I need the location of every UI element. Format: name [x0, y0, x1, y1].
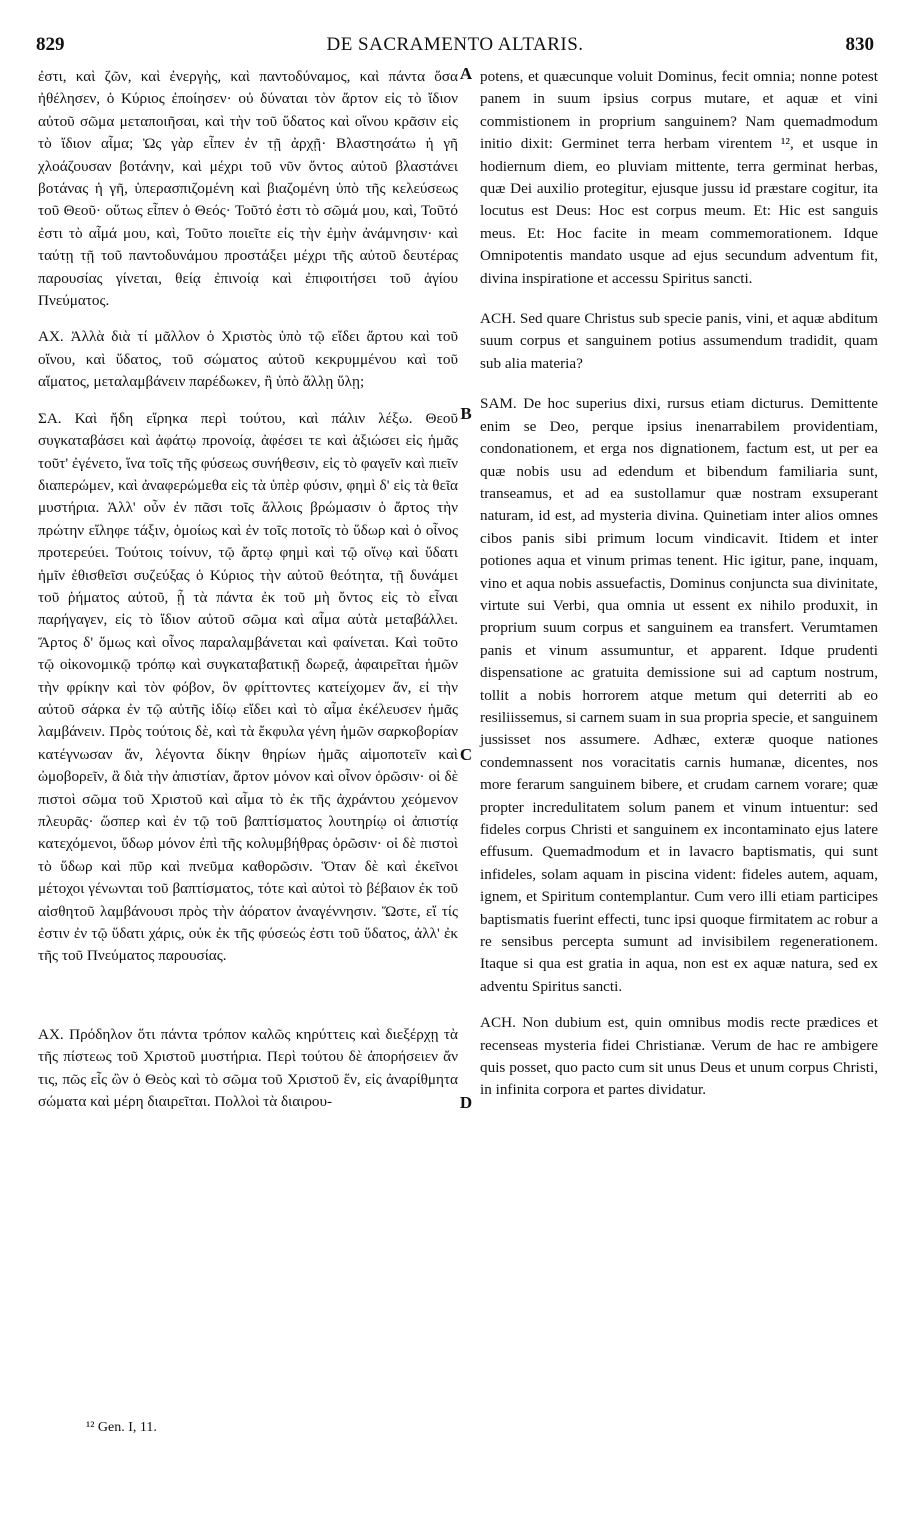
- latin-paragraph-2: ACH. Sed quare Christus sub specie panis, vini, et aquæ abditum suum corpus et sanguinem potius assumendum tradidit, quam sub alia materia?: [480, 310, 878, 372]
- latin-paragraph-4: ACH. Non dubium est, quin omnibus modis recte prædices et recenseas mysteria fidei Christianæ. Verum de hac re ambigere quis posset, quo pacto cum sit unus Deus et unum corpus Christi, in infinita corpora et partes dividatur.: [480, 1014, 878, 1099]
- margin-marker-a: A: [459, 64, 473, 83]
- left-page-number: 829: [36, 34, 65, 55]
- margin-marker-b: B: [460, 404, 472, 423]
- running-title: DE SACRAMENTO ALTARIS.: [326, 34, 584, 55]
- page-header: [32, 34, 878, 60]
- footnote: ¹² Gen. I, 11.: [86, 1420, 157, 1435]
- right-page-number: 830: [845, 34, 874, 55]
- margin-marker-c: C: [459, 745, 473, 764]
- latin-paragraph-3: SAM. De hoc superius dixi, rursus etiam dicturus. Demittente enim se Deo, perque ipsius inenarrabilem providentiam, condonationem, et erga nos dignationem, factum est, ut per ea quæ nobis usu ad edendum et bibendum familiaria sunt, transeamus, et ad ea sustollamur quæ nostram exsuperant naturam, id est, ad mysteria divina. Quinetiam inter alios omnes cibos panis sibi primum locum vindicavit. Itidem et inter potiones aqua et vinum primas tenent. Hic igitur, pane, inquam, vino et aqua nobis assuefactis, Dominus conjuncta sua divinitate, virtute sui Verbi, qua omnia ut essent ex nihilo produxit, in proprium suum corpus et sanguinem ea transfert. Verumtamen panis et vinum assumuntur, et apparent. Idque prudenti dispensatione ac gratuita demissione sui ad captum nostrum, tollit a nobis horrorem atque metum qui deterriti ab eo resiliissemus, si carnem suam in sua propria specie, et sanguinem jussisset nos assumere. Adhæc, exteræ quoque nationes condemnassent nos voracitatis carnis humanæ, dicentes, nos more ferarum sanguinem bibere, et crudam carnem vorare; quæ propter incredulitatem solum panem et vinum intuentur: sed fideles corpus Christi et sanguinem ex incontaminato ejus latere effusum. Quemadmodum et in lavacro baptismatis, qui sunt infideles, solam aquam in piscina vident: fideles autem, aquam, ignem, et Spiritum contemplantur. Cum vero illi etiam participes baptismatis fuerint effecti, tunc ipsi quoque firmitatem ac robur a re sensibus percepta sumunt ad invisibilem regenerationem. Itaque si qua est gratia in aqua, non est ex aquæ natura, sed ex adventu Spiritus sancti.: [480, 395, 878, 995]
- greek-paragraph-4: ΑΧ. Πρόδηλον ὅτι πάντα τρόπον καλῶς κηρύττεις καὶ διεξέρχῃ τὰ τῆς πίστεως τοῦ Χριστοῦ μυστήρια. Περὶ τούτου δὲ ἀπορήσειεν ἄν τις, πῶς εἷς ὢν ὁ Θεὸς καὶ τὸ σῶμα τοῦ Χριστοῦ ἕν, εἰς ἀναρίθμητα σώματα καὶ μέρη διαιρεῖται. Πολλοὶ τὰ διαιρου-: [38, 1025, 458, 1111]
- greek-paragraph-2: ΑΧ. Ἀλλὰ διὰ τί μᾶλλον ὁ Χριστὸς ὑπὸ τῷ εἴδει ἄρτου καὶ τοῦ οἴνου, καὶ ὕδατος, τοῦ σώματος αὐτοῦ κεκρυμμένου καὶ τοῦ αἵματος, μεταλαμβάνειν παρέδωκεν, ἢ ὑπὸ ἄλλῃ ὕλῃ;: [38, 328, 458, 391]
- greek-paragraph-3: ΣΑ. Καὶ ἤδη εἴρηκα περὶ τούτου, καὶ πάλιν λέξω. Θεοῦ συγκαταβάσει καὶ ἀφάτῳ προνοίᾳ, ἀφέσει τε καὶ ἀξιώσει εἰς ἡμᾶς τοῦτ' ἐγένετο, ἵνα τοῖς τῆς φύσεως συνήθεσιν, εἰς τὸ φαγεῖν καὶ πιεῖν διαπερώμεν, καὶ ἀναφερώμεθα εἰς τὰ ὑπὲρ φύσιν, φημὶ δ' εἰς τὰ θεῖα μυστήρια. Ἀλλ' οὖν ἐν πᾶσι τοῖς ἄλλοις βρώμασιν ὁ ἄρτος τὴν πρώτην εἴληφε τάξιν, ὁμοίως καὶ ἐν τοῖς ποτοῖς τὸ ὕδωρ καὶ ὁ οἶνος προτερεύει. Τούτοις τοίνυν, τῷ ἄρτῳ φημὶ καὶ τῷ οἴνῳ καὶ ὕδατι ἡμῖν ἐθισθεῖσι συζεύξας ὁ Κύριος τὴν αὐτοῦ θεότητα, τῇ δυνάμει τοῦ ῥήματος αὐτοῦ, ᾗ τὰ πάντα ἐκ τοῦ μὴ ὄντος εἰς τὸ εἶναι παρήγαγεν, εἰς τὸ ἴδιον αὐτοῦ σῶμα καὶ αἷμα αὐτὰ μεταβάλλει. Ἄρτος δ' ὅμως καὶ οἶνος παραλαμβάνεται καὶ φαίνεται. Καὶ τοῦτο τῷ οἰκονομικῷ τρόπῳ καὶ συγκαταβατικῇ δωρεᾷ, ἀφαιρεῖται ἡμῶν τὴν φρίκην καὶ τὸν φόβον, ὃν φρίττοντες κατείχομεν ἄν, εἰ τὴν αὐτοῦ σάρκα ἐν τῷ αὐτῆς ἰδίῳ εἴδει καὶ τὸ αἷμα ἐκέλευσεν ἡμᾶς λαμβάνειν. Πρὸς τούτοις δὲ, καὶ τὰ ἔκφυλα γένη ἡμῶν σαρκοβορίαν κατέγνωσαν ἄν, λέγοντα δίκην θηρίων ἡμᾶς αἱμοποτεῖν καὶ ὠμοβορεῖν, ἃ διὰ τὴν ἀπιστίαν, ἄρτον μόνον καὶ οἶνον ὁρῶσιν· οἱ δὲ πιστοὶ σῶμα τοῦ Χριστοῦ καὶ αἷμα τὸ ἐκ τῆς ἀχράντου χεόμενον πλευρᾶς· ὥσπερ καὶ ἐν τῷ τοῦ βαπτίσματος λουτηρίῳ οἱ ἀπιστίᾳ κατεχόμενοι, ὕδωρ μόνον ἐπὶ τῆς κολυμβήθρας ὁρῶσιν· οἱ δὲ πιστοὶ τὸ ὕδωρ καὶ πῦρ καὶ πνεῦμα καθορῶσιν. Ὅταν δὲ καὶ ἐκεῖνοι μέτοχοι γένωνται τοῦ βαπτίσματος, τότε καὶ αὐτοὶ τὸ βέβαιον ἐκ τοῦ αἰσθητοῦ λαμβάνουσι πρὸς τὴν ἀόρατον ἀναγέννησιν. Ὥστε, εἴ τίς ἐστιν ἐν τῷ ὕδατι χάρις, οὐκ ἐκ τῆς φύσεώς ἐστι τοῦ ὕδατος, ἀλλ' ἐκ τῆς τοῦ Πνεύματος παρουσίας.: [38, 409, 458, 965]
- greek-column: [38, 66, 458, 1113]
- margin-marker-d: D: [459, 1093, 473, 1112]
- greek-paragraph-1: ἐστι, καὶ ζῶν, καὶ ἐνεργὴς, καὶ παντοδύναμος, καὶ πάντα ὅσα ἠθέλησεν, ὁ Κύριος ἐποίησεν· οὐ δύναται τὸν ἄρτον εἰς τὸ ἴδιον αὐτοῦ σῶμα μεταποιῆσαι, καὶ τὴν τοῦ ὕδατος καὶ οἴνου κρᾶσιν εἰς τὸ ἴδιον αἷμα; Ὡς γὰρ εἶπεν ἐν τῇ ἀρχῇ· Βλαστησάτω ἡ γῆ χλοάζουσαν βοτάνην, καὶ μέχρι τοῦ νῦν ὄντος αὐτοῦ βλαστάνει βοτάνας ἡ γῆ, ὑπερασπιζομένη καὶ βιαζομένη ὑπὸ τῆς κελεύσεως τοῦ Θεοῦ· οὕτως εἶπεν ὁ Θεός· Τοῦτό ἐστι τὸ σῶμά μου, καὶ, Τοῦτό ἐστι τὸ αἷμά μου, καὶ, Τοῦτο ποιεῖτε εἰς τὴν ἐμὴν ἀνάμνησιν· καὶ ταύτῃ τῇ τοῦ παντοδυνάμου προστάξει μέχρι τῆς αὐτοῦ δευτέρας παρουσίας γίνεται, θείᾳ ἐπινοίᾳ καὶ ἐπιφοιτήσει τοῦ ἁγίου Πνεύματος.: [38, 68, 458, 310]
- latin-paragraph-1: potens, et quæcunque voluit Dominus, fecit omnia; nonne potest panem in suum ipsius corpus mutare, et aquæ et vini commistionem in proprium sanguinem? Nam quemadmodum initio dixit: Germinet terra herbam virentem ¹², et usque in hodiernum diem, eo pluviam mittente, terra germinat herbas, quæ Dei auxilio protegitur, ejusque jussu id præstare cogitur, ita locutus est Deus: Hoc est corpus meum. Et: Hic est sanguis meus. Et: Hoc facite in meam commemorationem. Idque Omnipotentis mandato usque ad ejus secundum adventum fit, divina inspiratione et accessu Spiritus sancti.: [480, 68, 878, 287]
- latin-column: [480, 66, 878, 1102]
